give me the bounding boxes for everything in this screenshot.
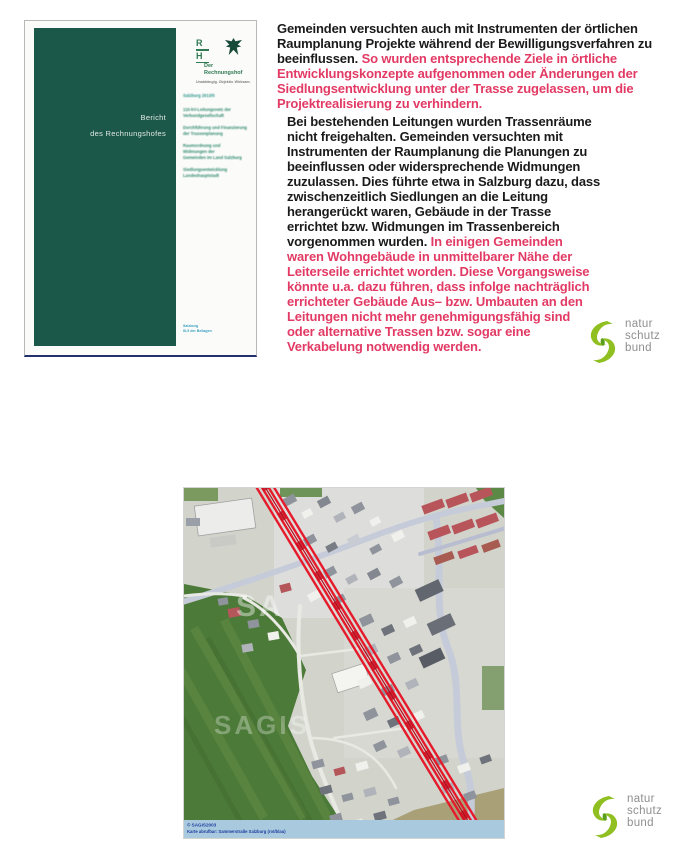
- paragraph-1: [277, 21, 677, 111]
- cover-green-panel: [34, 28, 176, 346]
- naturschutzbund-wordmark: [627, 793, 662, 829]
- rh-letter-h: H: [196, 50, 203, 61]
- report-cover: [24, 20, 257, 357]
- naturschutzbund-logo: [588, 793, 662, 846]
- logo-text-line: natur: [625, 318, 653, 330]
- cover-title-line2: des Rechnungshofes: [90, 129, 166, 138]
- subject-line: Widmungen der: [183, 149, 215, 154]
- paragraph-2-black: Bei bestehenden Leitungen wurden Trassenräume nicht freigehalten. Gemeinden versuchten mit Instrumenten der Raumplanung die Planungen zu beeinflussen oder widersprechende Widmungen zuzulassen. Dies führte etwa in Salzburg dazu, dass zwischenzeitlich Siedlungen an die Leitung herangerückt waren, Gebäude in der Trasse errichtet bzw. Widmungen im Trassenbereich vorgenommen wurden.: [287, 114, 601, 249]
- eagle-emblem-icon: [224, 37, 243, 56]
- publisher-name: [204, 63, 243, 76]
- cover-subject-block: [183, 107, 231, 119]
- paragraph-1-highlight: So wurden entsprechende Ziele in örtliche Entwicklungskonzepte aufgenommen oder Änderungen der Siedlungsentwicklung unter der Trasse zugelassen, um die Projektrealisierung zu verhindern.: [277, 51, 638, 111]
- publisher-name-line1: Der: [204, 63, 214, 69]
- subject-line: Landeshauptstadt: [183, 173, 220, 178]
- paragraph-2: [287, 114, 601, 354]
- aerial-photo-svg: [184, 488, 504, 838]
- cover-right-column: [183, 33, 251, 345]
- publisher-name-line2: Rechnungshof: [204, 69, 243, 76]
- subject-line: Verbundgesellschaft: [183, 113, 224, 118]
- series-line: Salzburg 2013/5: [183, 93, 215, 98]
- logo-text-line: bund: [627, 817, 654, 829]
- logo-text-line: schutz: [625, 330, 661, 342]
- naturschutzbund-wordmark: [625, 318, 660, 354]
- cover-title-line1: Bericht: [140, 113, 166, 122]
- map-credit-line2: Karte abrufbar: Sammerstraße Salzburg (rot/blau): [187, 829, 286, 834]
- aerial-photo: [183, 487, 505, 839]
- subject-line: Raumordnung und: [183, 143, 221, 148]
- rh-letter-r: R: [196, 38, 203, 48]
- naturschutzbund-swirl-icon: [586, 318, 620, 371]
- cover-subject-block: [183, 125, 247, 137]
- logo-text-line: natur: [627, 793, 655, 805]
- article-text: [277, 21, 677, 354]
- rechnungshof-rh-icon: [196, 39, 212, 64]
- publisher-tagline: Unabhängig. Objektiv. Wirksam.: [196, 80, 251, 84]
- naturschutzbund-logo: [586, 318, 660, 371]
- cover-subject-block: [183, 143, 242, 161]
- subject-line: Gemeinden im Land Salzburg: [183, 155, 242, 160]
- map-watermark-1: SA: [236, 590, 284, 623]
- cover-footer: [183, 324, 212, 334]
- map-credit-line1: © SAGIS2003: [187, 822, 217, 828]
- subject-line: 110-kV-Leitungsnetz der: [183, 107, 231, 112]
- map-watermark-2: SAGIS: [214, 710, 310, 740]
- subject-line: Siedlungsentwicklung: [183, 167, 228, 172]
- subject-line: Durchführung und Finanzierung: [183, 125, 247, 130]
- paragraph-2-highlight: In einigen Gemeinden waren Wohngebäude in unmittelbarer Nähe der Leiterseile errichtet worden. Diese Vorgangsweise könnte u.a. dazu führen, dass infolge nachträglich errichteter Gebäude Aus– bzw. Umbauten an den Leitungen nicht mehr genehmigungsfähig sind oder alternative Trassen bzw. sogar eine Verkabelung notwendig werden.: [287, 234, 590, 354]
- naturschutzbund-swirl-icon: [588, 793, 622, 846]
- subject-line: der Trassenplanung: [183, 131, 223, 136]
- cover-subject-block: [183, 167, 227, 179]
- logo-text-line: schutz: [627, 805, 663, 817]
- cover-footer-line: III-5 der Beilagen: [183, 329, 212, 333]
- cover-footer-line: Salzburg: [183, 324, 199, 328]
- paragraph-1-black: Gemeinden versuchten auch mit Instrumenten der örtlichen Raumplanung Projekte während der Bewilligungsverfahren zu beeinflussen.: [277, 21, 653, 66]
- map-caption-bar: [184, 820, 504, 838]
- logo-text-line: bund: [625, 342, 652, 354]
